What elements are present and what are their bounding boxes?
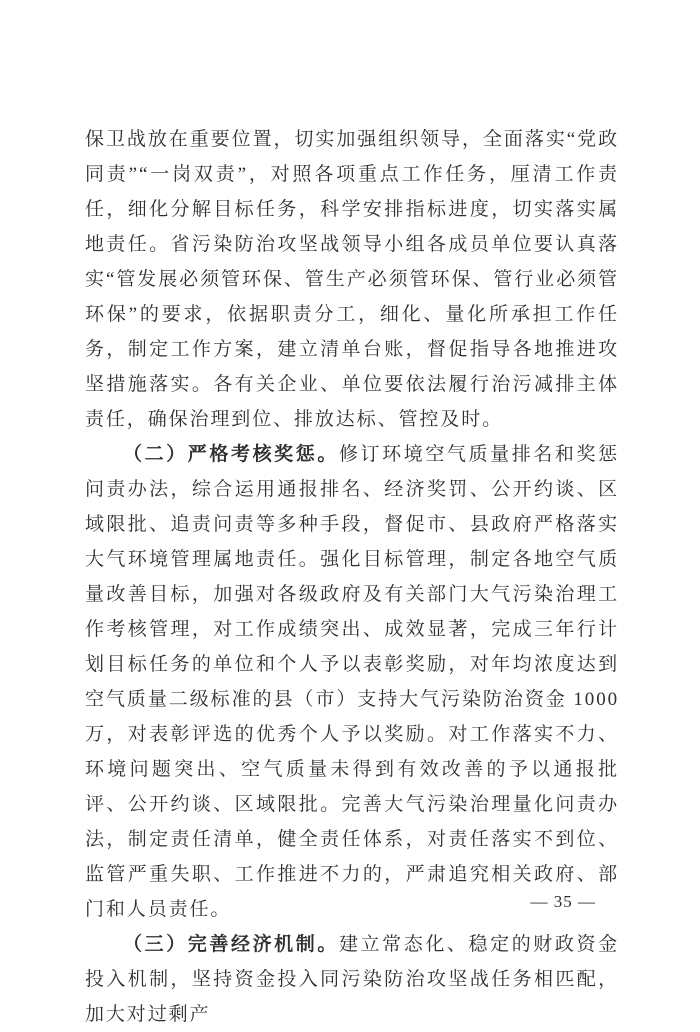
paragraph-text: 建立常态化、稳定的财政资金投入机制，坚持资金投入同污染防治攻坚战任务相匹配，加大对过剩产	[85, 934, 619, 1025]
paragraph	[85, 927, 619, 1032]
page-number: — 35 —	[530, 892, 596, 911]
paragraph	[85, 437, 619, 927]
section-heading: （二）严格考核奖惩。	[123, 444, 339, 465]
section-heading: （三）完善经济机制。	[123, 934, 339, 955]
paragraph-text: 修订环境空气质量排名和奖惩问责办法，综合运用通报排名、经济奖罚、公开约谈、区域限批、追责问责等多种手段，督促市、县政府严格落实大气环境管理属地责任。强化目标管理，制定各地空气质量改善目标，加强对各级政府及有关部门大气污染治理工作考核管理，对工作成绩突出、成效显著，完成三年行计划目标任务的单位和个人予以表彰奖励，对年均浓度达到空气质量二级标准的县（市）支持大气污染防治资金 1000 万，对表彰评选的优秀个人予以奖励。对工作落实不力、环境问题突出、空气质量未得到有效改善的予以通报批评、公开约谈、区域限批。完善大气污染治理量化问责办法，制定责任清单，健全责任体系，对责任落实不到位、监管严重失职、工作推进不力的，严肃追究相关政府、部门和人员责任。	[85, 444, 619, 920]
paragraph-text: 保卫战放在重要位置，切实加强组织领导，全面落实“党政同责”“一岗双责”，对照各项重点工作任务，厘清工作责任，细化分解目标任务，科学安排指标进度，切实落实属地责任。省污染防治攻坚战领导小组各成员单位要认真落实“管发展必须管环保、管生产必须管环保、管行业必须管环保”的要求，依据职责分工，细化、量化所承担工作任务，制定工作方案，建立清单台账，督促指导各地推进攻坚措施落实。各有关企业、单位要依法履行治污减排主体责任，确保治理到位、排放达标、管控及时。	[85, 129, 619, 430]
paragraph	[85, 122, 619, 437]
